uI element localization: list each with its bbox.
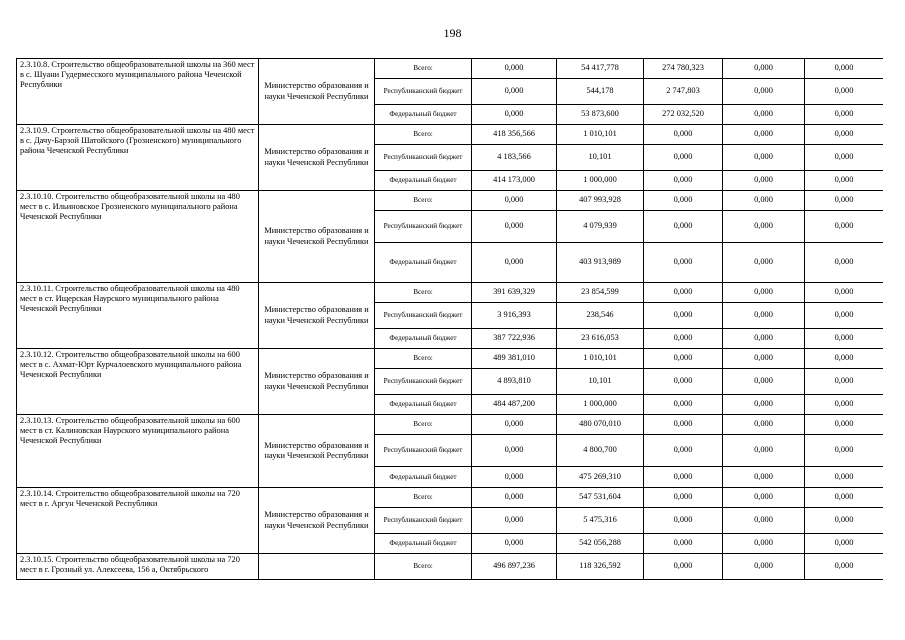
amount-cell: 0,000 xyxy=(723,467,805,488)
amount-cell: 0,000 xyxy=(723,283,805,303)
amount-cell: 0,000 xyxy=(472,105,557,125)
amount-cell: 0,000 xyxy=(644,191,723,211)
amount-cell: 0,000 xyxy=(644,329,723,349)
table-row xyxy=(17,488,884,508)
amount-cell: 407 993,928 xyxy=(557,191,644,211)
amount-cell: 0,000 xyxy=(472,435,557,467)
amount-cell: 0,000 xyxy=(644,534,723,554)
amount-cell: 0,000 xyxy=(723,554,805,580)
amount-cell: 391 639,329 xyxy=(472,283,557,303)
funding-source: Всего: xyxy=(375,191,472,211)
amount-cell: 4 800,700 xyxy=(557,435,644,467)
amount-cell: 274 780,323 xyxy=(644,59,723,79)
amount-cell: 0,000 xyxy=(805,508,884,534)
amount-cell: 0,000 xyxy=(805,171,884,191)
amount-cell: 0,000 xyxy=(805,191,884,211)
activity-description: 2.3.10.10. Строительство общеобразовательной школы на 480 мест в с. Ильиновское Грозненского муниципального района Чеченской Республики xyxy=(17,191,259,283)
amount-cell: 238,546 xyxy=(557,303,644,329)
amount-cell: 0,000 xyxy=(723,329,805,349)
activity-description: 2.3.10.13. Строительство общеобразовательной школы на 600 мест в ст. Калиновская Наурского муниципального района Чеченской Республики xyxy=(17,415,259,488)
amount-cell: 0,000 xyxy=(723,79,805,105)
amount-cell: 0,000 xyxy=(805,467,884,488)
amount-cell: 4 893,810 xyxy=(472,369,557,395)
amount-cell: 0,000 xyxy=(723,488,805,508)
activity-description: 2.3.10.15. Строительство общеобразовательной школы на 720 мест в г. Грозный ул. Алексеева, 156 а, Октябрьского xyxy=(17,554,259,580)
amount-cell: 54 417,778 xyxy=(557,59,644,79)
funding-source: Всего: xyxy=(375,554,472,580)
amount-cell: 4 079,939 xyxy=(557,211,644,243)
funding-source: Республиканский бюджет xyxy=(375,211,472,243)
budget-table-container xyxy=(16,58,883,598)
amount-cell: 10,101 xyxy=(557,369,644,395)
amount-cell: 0,000 xyxy=(805,211,884,243)
responsible-ministry: Министерство образования и науки Чеченской Республики xyxy=(259,283,375,349)
amount-cell: 0,000 xyxy=(723,415,805,435)
responsible-ministry: Министерство образования и науки Чеченской Республики xyxy=(259,59,375,125)
amount-cell: 0,000 xyxy=(644,349,723,369)
amount-cell: 0,000 xyxy=(644,171,723,191)
amount-cell: 542 056,288 xyxy=(557,534,644,554)
funding-source: Республиканский бюджет xyxy=(375,145,472,171)
amount-cell: 0,000 xyxy=(805,534,884,554)
amount-cell: 0,000 xyxy=(805,283,884,303)
amount-cell: 0,000 xyxy=(723,59,805,79)
funding-source: Всего: xyxy=(375,349,472,369)
amount-cell: 118 326,592 xyxy=(557,554,644,580)
activity-description: 2.3.10.8. Строительство общеобразовательной школы на 360 мест в с. Шуани Гудермесского муниципального района Чеченской Республики xyxy=(17,59,259,125)
amount-cell: 0,000 xyxy=(723,435,805,467)
table-row xyxy=(17,125,884,145)
amount-cell: 1 010,101 xyxy=(557,349,644,369)
amount-cell: 0,000 xyxy=(644,211,723,243)
amount-cell: 0,000 xyxy=(805,303,884,329)
activity-description: 2.3.10.14. Строительство общеобразовательной школы на 720 мест в г. Аргун Чеченской Республики xyxy=(17,488,259,554)
responsible-ministry: Министерство образования и науки Чеченской Республики xyxy=(259,488,375,554)
funding-source: Всего: xyxy=(375,415,472,435)
amount-cell: 0,000 xyxy=(723,369,805,395)
funding-source: Республиканский бюджет xyxy=(375,79,472,105)
responsible-ministry: Министерство образования и науки Чеченской Республики xyxy=(259,349,375,415)
amount-cell: 0,000 xyxy=(805,349,884,369)
amount-cell: 0,000 xyxy=(805,329,884,349)
responsible-ministry xyxy=(259,554,375,580)
amount-cell: 0,000 xyxy=(644,145,723,171)
amount-cell: 0,000 xyxy=(723,191,805,211)
amount-cell: 0,000 xyxy=(805,415,884,435)
amount-cell: 1 000,000 xyxy=(557,395,644,415)
funding-source: Федеральный бюджет xyxy=(375,243,472,283)
responsible-ministry: Министерство образования и науки Чеченской Республики xyxy=(259,191,375,283)
amount-cell: 53 873,600 xyxy=(557,105,644,125)
amount-cell: 0,000 xyxy=(644,125,723,145)
amount-cell: 0,000 xyxy=(644,369,723,395)
amount-cell: 0,000 xyxy=(723,508,805,534)
funding-source: Всего: xyxy=(375,125,472,145)
amount-cell: 0,000 xyxy=(472,191,557,211)
funding-source: Федеральный бюджет xyxy=(375,171,472,191)
amount-cell: 272 032,520 xyxy=(644,105,723,125)
amount-cell: 0,000 xyxy=(805,145,884,171)
responsible-ministry: Министерство образования и науки Чеченской Республики xyxy=(259,415,375,488)
amount-cell: 2 747,803 xyxy=(644,79,723,105)
amount-cell: 0,000 xyxy=(805,105,884,125)
amount-cell: 0,000 xyxy=(472,534,557,554)
funding-source: Республиканский бюджет xyxy=(375,303,472,329)
amount-cell: 10,101 xyxy=(557,145,644,171)
funding-source: Федеральный бюджет xyxy=(375,395,472,415)
funding-source: Республиканский бюджет xyxy=(375,435,472,467)
amount-cell: 0,000 xyxy=(805,488,884,508)
funding-source: Республиканский бюджет xyxy=(375,508,472,534)
funding-source: Всего: xyxy=(375,488,472,508)
amount-cell: 1 000,000 xyxy=(557,171,644,191)
funding-source: Федеральный бюджет xyxy=(375,467,472,488)
amount-cell: 475 269,310 xyxy=(557,467,644,488)
amount-cell: 0,000 xyxy=(472,211,557,243)
funding-source: Республиканский бюджет xyxy=(375,369,472,395)
amount-cell: 489 381,010 xyxy=(472,349,557,369)
amount-cell: 0,000 xyxy=(644,488,723,508)
amount-cell: 480 070,010 xyxy=(557,415,644,435)
amount-cell: 0,000 xyxy=(472,59,557,79)
amount-cell: 414 173,000 xyxy=(472,171,557,191)
amount-cell: 0,000 xyxy=(723,395,805,415)
activity-description: 2.3.10.11. Строительство общеобразовательной школы на 480 мест в ст. Ищерская Наурского муниципального района Чеченской Республики xyxy=(17,283,259,349)
amount-cell: 0,000 xyxy=(723,105,805,125)
amount-cell: 0,000 xyxy=(644,415,723,435)
amount-cell: 0,000 xyxy=(723,243,805,283)
amount-cell: 3 916,393 xyxy=(472,303,557,329)
amount-cell: 418 356,566 xyxy=(472,125,557,145)
amount-cell: 496 897,236 xyxy=(472,554,557,580)
amount-cell: 0,000 xyxy=(644,435,723,467)
amount-cell: 5 475,316 xyxy=(557,508,644,534)
funding-source: Федеральный бюджет xyxy=(375,534,472,554)
funding-source: Всего: xyxy=(375,283,472,303)
amount-cell: 0,000 xyxy=(723,171,805,191)
funding-source: Всего: xyxy=(375,59,472,79)
funding-source: Федеральный бюджет xyxy=(375,329,472,349)
budget-table xyxy=(16,58,883,580)
amount-cell: 1 010,101 xyxy=(557,125,644,145)
amount-cell: 0,000 xyxy=(805,243,884,283)
amount-cell: 547 531,604 xyxy=(557,488,644,508)
amount-cell: 0,000 xyxy=(472,508,557,534)
amount-cell: 0,000 xyxy=(472,488,557,508)
amount-cell: 0,000 xyxy=(472,243,557,283)
table-row xyxy=(17,554,884,580)
amount-cell: 0,000 xyxy=(805,125,884,145)
amount-cell: 0,000 xyxy=(805,369,884,395)
table-row xyxy=(17,415,884,435)
amount-cell: 0,000 xyxy=(723,125,805,145)
amount-cell: 0,000 xyxy=(644,467,723,488)
amount-cell: 387 722,936 xyxy=(472,329,557,349)
amount-cell: 0,000 xyxy=(723,303,805,329)
amount-cell: 0,000 xyxy=(472,415,557,435)
amount-cell: 23 854,599 xyxy=(557,283,644,303)
amount-cell: 0,000 xyxy=(644,554,723,580)
amount-cell: 0,000 xyxy=(805,395,884,415)
table-row xyxy=(17,191,884,211)
table-row xyxy=(17,349,884,369)
amount-cell: 0,000 xyxy=(644,395,723,415)
amount-cell: 0,000 xyxy=(805,79,884,105)
amount-cell: 0,000 xyxy=(472,79,557,105)
amount-cell: 0,000 xyxy=(644,283,723,303)
amount-cell: 0,000 xyxy=(805,435,884,467)
funding-source: Федеральный бюджет xyxy=(375,105,472,125)
amount-cell: 484 487,200 xyxy=(472,395,557,415)
table-row xyxy=(17,59,884,79)
amount-cell: 0,000 xyxy=(723,534,805,554)
activity-description: 2.3.10.12. Строительство общеобразовательной школы на 600 мест в с. Ахмат-Юрт Курчалоевского муниципального района Чеченской Республики xyxy=(17,349,259,415)
amount-cell: 0,000 xyxy=(644,508,723,534)
amount-cell: 0,000 xyxy=(805,554,884,580)
activity-description: 2.3.10.9. Строительство общеобразовательной школы на 480 мест в с. Дачу-Барзой Шатойского (Грозненского) муниципального района Чеченской Республики xyxy=(17,125,259,191)
amount-cell: 23 616,053 xyxy=(557,329,644,349)
amount-cell: 4 183,566 xyxy=(472,145,557,171)
amount-cell: 0,000 xyxy=(723,349,805,369)
amount-cell: 544,178 xyxy=(557,79,644,105)
table-row xyxy=(17,283,884,303)
responsible-ministry: Министерство образования и науки Чеченской Республики xyxy=(259,125,375,191)
amount-cell: 403 913,989 xyxy=(557,243,644,283)
page-number: 198 xyxy=(443,26,462,40)
amount-cell: 0,000 xyxy=(723,145,805,171)
amount-cell: 0,000 xyxy=(644,243,723,283)
amount-cell: 0,000 xyxy=(644,303,723,329)
amount-cell: 0,000 xyxy=(472,467,557,488)
amount-cell: 0,000 xyxy=(805,59,884,79)
amount-cell: 0,000 xyxy=(723,211,805,243)
